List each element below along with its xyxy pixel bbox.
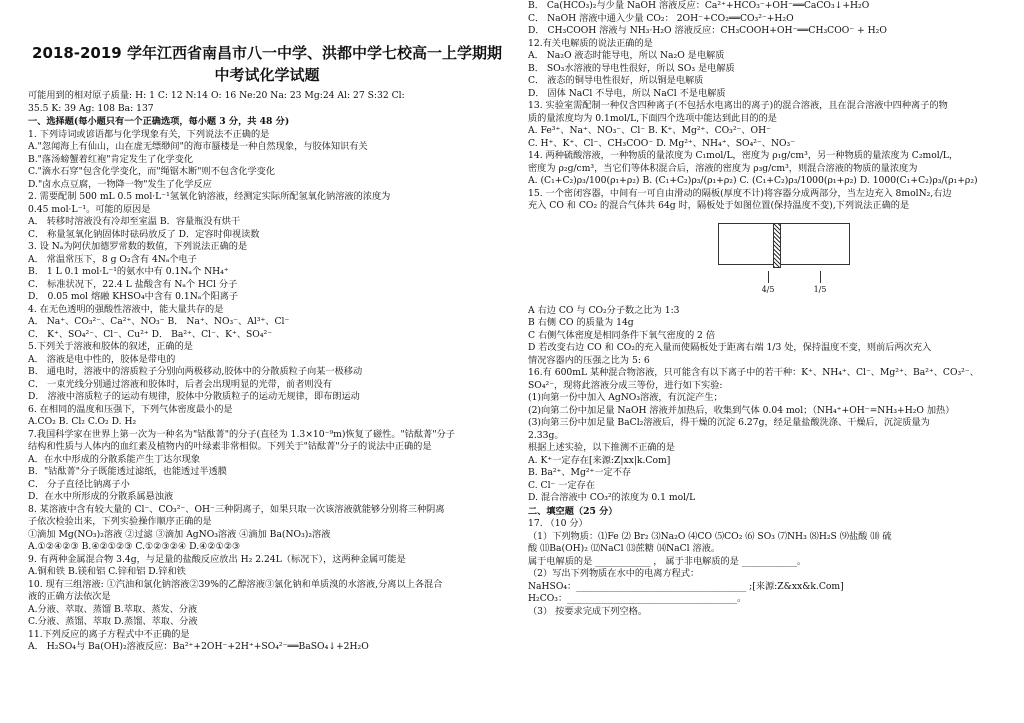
text-line: 10. 现有三组溶液: ①汽油和氯化钠溶液②39%的乙醇溶液③氯化钠和单质溴的水溶液,分离以上各混合 bbox=[28, 578, 443, 590]
text-line: A． 溶液是电中性的，胶体是带电的 bbox=[28, 353, 176, 365]
text-line: （2）写出下列物质在水中的电离方程式： bbox=[528, 568, 700, 579]
text-line: （3） 按要求完成下列空格。 bbox=[528, 605, 648, 617]
text-line: ①滴加 Mg(NO₃)₂溶液 ②过滤 ③滴加 AgNO₃溶液 ④滴加 Ba(NO₃)₂溶液 bbox=[28, 528, 331, 540]
text-line: A.①②④②③ B.④②①②③ C.①②③②④ D.④②①②③ bbox=[28, 541, 241, 552]
text-line: 4. 在无色透明的强酸性溶液中，能大量共存的是 bbox=[28, 303, 224, 315]
text-line: 8. 某溶液中含有较大量的 Cl⁻、CO₃²⁻、OH⁻三种阴离子，如果只取一次该溶液就能够分别将三种阴离 bbox=[28, 503, 445, 515]
text-line: A． Na⁺、CO₃²⁻、Ca²⁺、NO₃⁻ B． Na⁺、NO₃⁻、Al³⁺、Cl⁻ bbox=[28, 316, 290, 327]
text-line: 13. 实验室需配制一种仅含四种离子(不包括水电离出的离子)的混合溶液，且在混合溶液中四种离子的物 bbox=[528, 100, 948, 111]
text-line: B． 1 L 0.1 mol·L⁻¹的氨水中有 0.1Nₐ个 NH₄⁺ bbox=[28, 266, 229, 277]
text-line: A.铜和铁 B.镁和铝 C.锌和铝 D.锌和铁 bbox=[28, 566, 186, 577]
text-line: D． 0.05 mol 熔融 KHSO₄中含有 0.1Nₐ个阳离子 bbox=[28, 291, 239, 302]
label-one-fifth: 1/5 bbox=[813, 284, 827, 294]
text-line: A. K⁺一定存在[来源:Z|xx|k.Com] bbox=[528, 454, 671, 466]
text-line: B．"钴酞菁"分子既能透过滤纸，也能透过半透膜 bbox=[28, 466, 227, 477]
left-column bbox=[28, 0, 506, 654]
text-line: 结构和性质与人体内的血红素及植物内的叶绿素非常相似。下列关于"钴酞菁"分子的说法中正确的是 bbox=[28, 441, 432, 452]
text-line: A."忽闻海上有仙山，山在虚无缥缈间"的海市蜃楼是一种自然现象，与胶体知识有关 bbox=[28, 141, 368, 152]
text-line: B． 通电时，溶液中的溶质粒子分别向两极移动,胶体中的分散质粒子向某一极移动 bbox=[28, 366, 363, 377]
text-line: (2)向第二份中加足量 NaOH 溶液并加热后，收集到气体 0.04 mol；（NH₄⁺+OH⁻=NH₃+H₂O 加热） bbox=[528, 404, 955, 416]
text-line: C． 称量氢氧化钠固体时砝码放反了 D．定容时仰视读数 bbox=[28, 228, 260, 240]
right-question-list-c bbox=[528, 518, 1002, 618]
text-line: 子依次检验出来，下列实验操作顺序正确的是 bbox=[28, 516, 212, 527]
text-line: 质的量浓度均为 0.1mol/L,下面四个选项中能达到此目的的是 bbox=[528, 112, 777, 124]
section2-title: 二、填空题（25 分） bbox=[528, 505, 618, 517]
text-line: C． K⁺、SO₄²⁻、Cl⁻、Cu²⁺ D． Ba²⁺、Cl⁻、K⁺、SO₄²⁻ bbox=[28, 328, 273, 340]
text-line: 11.下列反应的离子方程式中不正确的是 bbox=[28, 628, 190, 640]
text-line: A 右边 CO 与 CO₂分子数之比为 1:3 bbox=[528, 304, 680, 316]
text-line: B."落汤螃蟹着红袍"肯定发生了化学变化 bbox=[28, 153, 194, 165]
text-line: D."卤水点豆腐，一物降一物"发生了化学反应 bbox=[28, 178, 212, 190]
text-line: A．在水中形成的分散系能产生丁达尔现象 bbox=[28, 453, 201, 465]
text-line: C 右侧气体密度是相同条件下氧气密度的 2 倍 bbox=[528, 329, 716, 341]
text-line: C.分液、蒸馏、萃取 D.蒸馏、萃取、分液 bbox=[28, 616, 198, 627]
text-line: 情况容器内的压强之比为 5: 6 bbox=[528, 354, 650, 366]
container-diagram bbox=[528, 215, 1002, 303]
paper-title-line2: 中考试化学试题 bbox=[214, 66, 320, 84]
text-line: 17. （10 分） bbox=[528, 518, 588, 529]
left-question-list bbox=[28, 129, 506, 654]
text-line: D 若改变右边 CO 和 CO₂的充入量而使隔板处于距离右端 1/3 处，保持温度不变，则前后两次充入 bbox=[528, 342, 932, 353]
paper-title-line1: 2018-2019 学年江西省南昌市八一中学、洪都中学七校高一上学期期 bbox=[32, 44, 502, 62]
text-line: 充入 CO 和 CO₂ 的混合气体共 64g 时，隔板处于如图位置(保持温度不变),下列说法正确的是 bbox=[528, 200, 910, 211]
text-line: A． 常温常压下，8 g O₂含有 4Nₐ个电子 bbox=[28, 253, 197, 265]
container-box bbox=[718, 223, 850, 265]
text-line: 3. 设 Nₐ为阿伏加德罗常数的数值，下列说法正确的是 bbox=[28, 241, 248, 252]
text-line: C． 一束光线分别通过溶液和胶体时，后者会出现明显的光带，前者则没有 bbox=[28, 378, 332, 390]
right-column bbox=[528, 0, 1002, 618]
section1-title: 一、选择题(每小题只有一个正确选项，每小题 3 分，共 48 分) bbox=[28, 116, 290, 127]
text-line: 液的正确方法依次是 bbox=[28, 591, 111, 602]
text-line: 0.45 mol·L⁻¹。可能的原因是 bbox=[28, 203, 151, 215]
text-line: C． 分子直径比钠离子小 bbox=[28, 478, 130, 490]
atomic-masses-line2: 35.5 K: 39 Ag: 108 Ba: 137 bbox=[28, 102, 154, 114]
text-line: A.分液、萃取、蒸馏 B.萃取、蒸发、分液 bbox=[28, 603, 198, 615]
text-line: B． SO₃水溶液的导电性很好，所以 SO₃ 是电解质 bbox=[528, 62, 735, 74]
text-line: NaHSO₄：_____________________________________ ;[来源:Z&xx&k.Com] bbox=[528, 580, 844, 592]
text-line: B. Ba²⁺、Mg²⁺一定不存 bbox=[528, 467, 632, 478]
text-line: 9. 有两种金属混合物 3.4g，与足量的盐酸反应放出 H₂ 2.24L（标况下），这两种金属可能是 bbox=[28, 553, 406, 565]
text-line: A． 转移时溶液没有冷却至室温 B．容量瓶没有烘干 bbox=[28, 216, 241, 227]
text-line: 15. 一个密闭容器，中间有一可自由滑动的隔板(厚度不计)将容器分成两部分，当左边充入 8molN₂,右边 bbox=[528, 187, 952, 199]
label-four-fifths: 4/5 bbox=[761, 284, 775, 294]
text-line: 属于电解质的是 ____________ ， 属于非电解质的是 ____________。 bbox=[528, 555, 807, 567]
text-line: 16.有 600mL 某种混合物溶液，只可能含有以下离子中的若干种：K⁺、NH₄⁺、Cl⁻、Mg²⁺、Ba²⁺、CO₃²⁻、 bbox=[528, 367, 979, 378]
text-line: D. 混合溶液中 CO₃²的浓度为 0.1 mol/L bbox=[528, 492, 696, 503]
text-line: C． NaOH 溶液中通入少量 CO₂： 2OH⁻+CO₂══CO₃²⁻+H₂O bbox=[528, 12, 794, 24]
text-line: B 右侧 CO 的质量为 14g bbox=[528, 317, 634, 328]
text-line: 密度为 ρ₂g/cm³，当它们等体积混合后，溶液的密度为 ρ₃g/cm³，则混合溶液的物质的量浓度为 bbox=[528, 162, 918, 174]
text-line: C. Cl⁻ 一定存在 bbox=[528, 479, 596, 491]
text-line: A. Fe³⁺、Na⁺、NO₃⁻、Cl⁻ B. K⁺、Mg²⁺、CO₃²⁻、OH⁻ bbox=[528, 125, 771, 136]
sliding-partition bbox=[773, 223, 781, 268]
arrow-right-mark bbox=[820, 271, 821, 283]
text-line: 14. 两种硫酸溶液，一种物质的量浓度为 C₁mol/L，密度为 ρ₁g/cm³，另一种物质的量浓度为 C₂mol/L， bbox=[528, 150, 959, 161]
text-line: H₂CO₃：_____________________________________。 bbox=[528, 593, 747, 604]
right-question-list-b bbox=[528, 305, 1002, 505]
arrow-left-mark bbox=[768, 271, 769, 283]
text-line: C． 液态的铜导电性很好，所以铜是电解质 bbox=[528, 75, 704, 86]
text-line: D． CH₃COOH 溶液与 NH₃·H₂O 溶液反应：CH₃COOH+OH⁻══CH₃COO⁻ + H₂O bbox=[528, 25, 887, 36]
text-line: D． 溶液中溶质粒子的运动有规律，胶体中分散质粒子的运动无规律，即布朗运动 bbox=[28, 391, 360, 402]
text-line: 12.有关电解质的说法正确的是 bbox=[528, 37, 653, 49]
text-line: 5.下列关于溶液和胶体的叙述，正确的是 bbox=[28, 341, 193, 352]
text-line: （1）下列物质：⑴Fe ⑵ Br₂ ⑶Na₂O ⑷CO ⑸CO₂ ⑹ SO₃ ⑺NH₃ ⑻H₂S ⑼盐酸 ⑽ 硫 bbox=[528, 530, 892, 542]
atomic-masses-line1: 可能用到的相对原子质量: H: 1 C: 12 N:14 O: 16 Ne:20 Na: 23 Mg:24 Al: 27 S:32 Cl: bbox=[28, 90, 405, 101]
text-line: SO₄²⁻，现将此溶液分成三等份，进行如下实验: bbox=[528, 379, 723, 391]
text-line: D． 固体 NaCl 不导电，所以 NaCl 不是电解质 bbox=[528, 87, 726, 99]
text-line: D．在水中所形成的分散系属悬浊液 bbox=[28, 491, 174, 502]
text-line: 2.33g。 bbox=[528, 429, 564, 441]
text-line: 根据上述实验，以下推测不正确的是 bbox=[528, 442, 675, 453]
text-line: B． Ca(HCO₃)₂与少量 NaOH 溶液反应：Ca²⁺+HCO₃⁻+OH⁻══CaCO₃↓+H₂O bbox=[528, 0, 870, 11]
text-line: A. (C₁+C₂)ρ₃/100(ρ₁+ρ₂) B. (C₁+C₂)ρ₃/(ρ₁+ρ₂) C. (C₁+C₂)ρ₃/1000(ρ₁+ρ₂) D. 1000(C₁+C₂)ρ₃/(ρ₁+ρ₂) bbox=[528, 175, 978, 186]
text-line: A． H₂SO₄与 Ba(OH)₂溶液反应：Ba²⁺+2OH⁻+2H⁺+SO₄²⁻══BaSO₄↓+2H₂O bbox=[28, 641, 369, 652]
text-line: A． Na₂O 液态时能导电，所以 Na₂O 是电解质 bbox=[528, 50, 725, 61]
right-question-list-a bbox=[528, 0, 1002, 213]
text-line: C. H⁺、K⁺、Cl⁻、CH₃COO⁻ D. Mg²⁺、NH₄⁺、SO₄²⁻、NO₃⁻ bbox=[528, 137, 796, 149]
text-line: 2. 需要配制 500 mL 0.5 mol·L⁻¹氢氧化钠溶液，经测定实际所配氢氧化钠溶液的浓度为 bbox=[28, 191, 391, 202]
text-line: 6. 在相同的温度和压强下，下列气体密度最小的是 bbox=[28, 403, 233, 415]
text-line: (3)向第三份中加足量 BaCl₂溶液后，得干燥的沉淀 6.27g，经足量盐酸洗涤、干燥后，沉淀质量为 bbox=[528, 417, 930, 428]
text-line: (1)向第一份中加入 AgNO₃溶液，有沉淀产生； bbox=[528, 392, 723, 403]
text-line: A.CO₂ B. Cl₂ C.O₂ D. H₂ bbox=[28, 416, 137, 427]
text-line: 酸 ⑾Ba(OH)₂ ⑿NaCl ⒀蔗糖 ⒁NaCl 溶液。 bbox=[528, 543, 721, 554]
text-line: C."滴水石穿"包含化学变化，而"绳锯木断"则不包含化学变化 bbox=[28, 166, 276, 177]
text-line: C． 标准状况下，22.4 L 盐酸含有 Nₐ个 HCl 分子 bbox=[28, 278, 238, 290]
text-line: 1. 下列诗词或谚语都与化学现象有关，下列说法不正确的是 bbox=[28, 128, 270, 140]
text-line: 7.我国科学家在世界上第一次为一种名为"钴酞菁"的分子(直径为 1.3×10⁻⁹m)恢复了磁性。"钴酞菁"分子 bbox=[28, 428, 455, 440]
